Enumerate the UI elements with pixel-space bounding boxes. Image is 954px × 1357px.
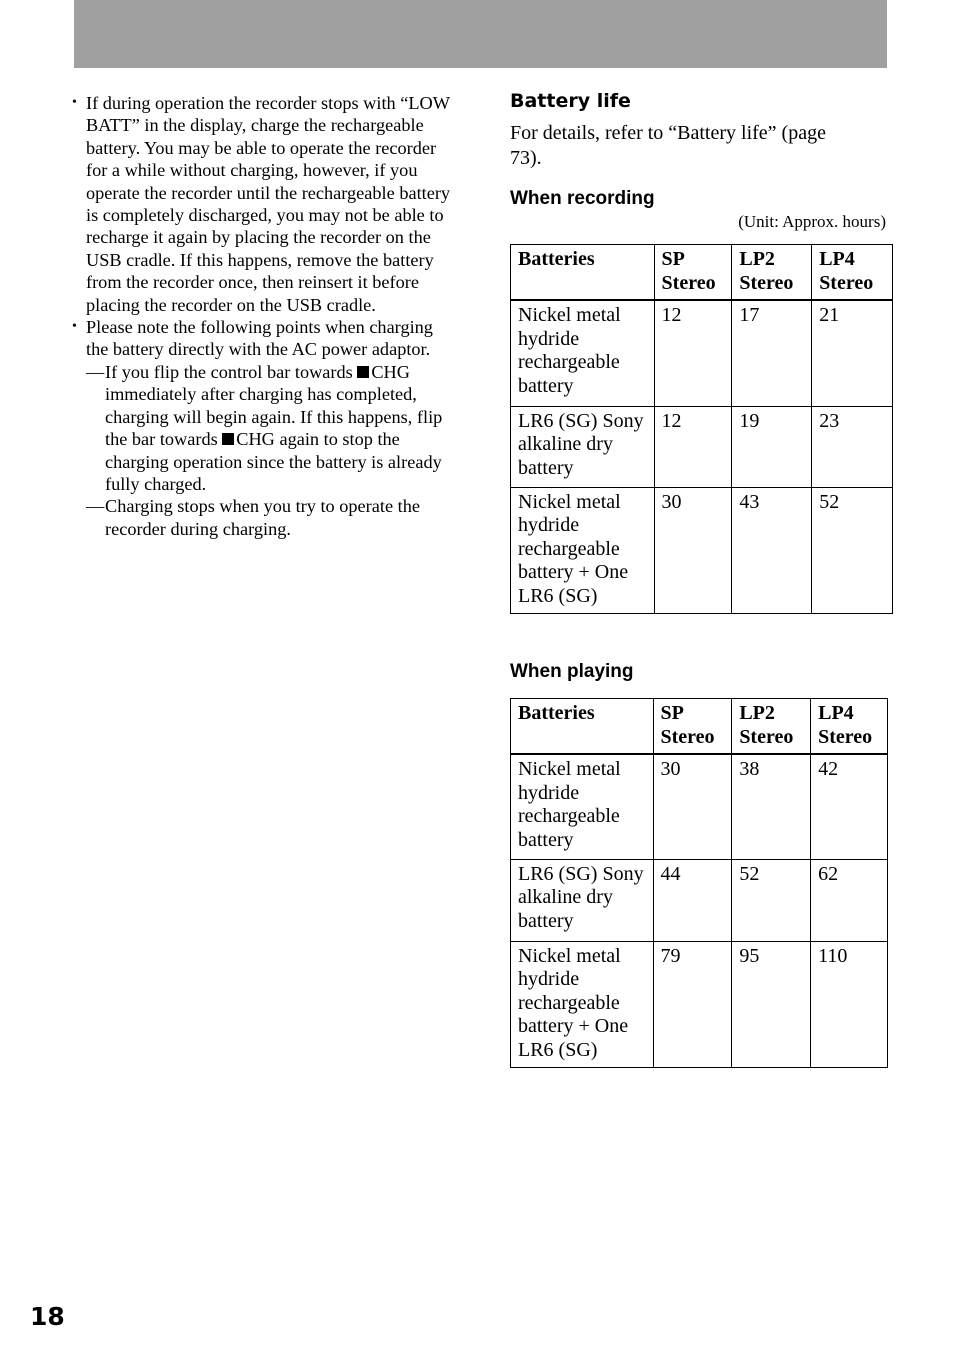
dash-mark: — — [86, 496, 105, 517]
hours-cell: 44 — [653, 859, 732, 941]
hours-cell: 43 — [732, 487, 812, 613]
header-cell: Batteries — [511, 699, 654, 755]
header-cell: SP Stereo — [654, 245, 732, 301]
battery-type-cell: Nickel metal hydride rechargeable battery + One LR6 (SG) — [511, 941, 654, 1067]
table-row — [511, 859, 888, 941]
hours-cell: 12 — [654, 406, 732, 487]
hours-cell: 79 — [653, 941, 732, 1067]
header-cell: Batteries — [511, 245, 655, 301]
hours-cell: 30 — [654, 487, 732, 613]
stop-square-icon — [222, 433, 234, 445]
page-number: 18 — [30, 1302, 65, 1331]
header-cell: SP Stereo — [653, 699, 732, 755]
hours-cell: 38 — [732, 754, 811, 859]
table-row — [511, 406, 893, 487]
note-bullet-low-batt — [72, 92, 452, 316]
bullet-dot: • — [72, 95, 77, 110]
hours-cell: 30 — [653, 754, 732, 859]
header-cell: LP2 Stereo — [732, 699, 811, 755]
table-row — [511, 941, 888, 1067]
hours-cell: 17 — [732, 300, 812, 406]
hours-cell: 95 — [732, 941, 811, 1067]
hours-cell: 12 — [654, 300, 732, 406]
table-row — [511, 487, 893, 613]
note-dash-chg — [72, 361, 452, 495]
header-cell: LP4 Stereo — [812, 245, 893, 301]
dash-mark: — — [86, 361, 105, 382]
note-text: Charging stops when you try to operate the recorder during charging. — [105, 496, 420, 539]
note-bullet-ac-adaptor — [72, 316, 452, 361]
hours-cell: 21 — [812, 300, 893, 406]
table-row — [511, 300, 893, 406]
note-text: If you flip the control bar towards — [105, 361, 358, 382]
note-dash-charging-stops — [72, 495, 452, 540]
battery-type-cell: Nickel metal hydride rechargeable battery — [511, 300, 655, 406]
hours-cell: 52 — [732, 859, 811, 941]
header-bar — [74, 0, 887, 68]
note-text: If during operation the recorder stops with “LOW BATT” in the display, charge the rechargeable battery. You may be able to operate the recorder for a while without charging, however, if you operate the recorder until the rechargeable battery is completely discharged, you may not be able to recharge it again by placing the recorder on the USB cradle. If this happens, remove the battery from the recorder once, then reinsert it before placing the recorder on the USB cradle. — [86, 93, 451, 315]
hours-cell: 110 — [811, 941, 888, 1067]
table-header-row — [511, 699, 888, 755]
table-row — [511, 754, 888, 859]
bullet-dot: • — [72, 319, 77, 335]
chg-label: CHG — [371, 361, 410, 382]
note-text: Please note the following points when charging the battery directly with the AC power adaptor. — [86, 317, 433, 360]
battery-type-cell: LR6 (SG) Sony alkaline dry battery — [511, 859, 654, 941]
header-cell: LP4 Stereo — [811, 699, 888, 755]
unit-note: (Unit: Approx. hours) — [738, 212, 886, 231]
hours-cell: 23 — [812, 406, 893, 487]
battery-type-cell: LR6 (SG) Sony alkaline dry battery — [511, 406, 655, 487]
hours-cell: 52 — [812, 487, 893, 613]
battery-type-cell: Nickel metal hydride rechargeable battery — [511, 754, 654, 859]
notes-column — [72, 92, 452, 540]
header-cell: LP2 Stereo — [732, 245, 812, 301]
battery-type-cell: Nickel metal hydride rechargeable battery + One LR6 (SG) — [511, 487, 655, 613]
stop-square-icon — [357, 366, 369, 378]
note-text: again to stop the charging operation since the battery is already fully charged. — [105, 429, 442, 494]
hours-cell: 42 — [811, 754, 888, 859]
recording-table — [510, 244, 893, 614]
section-title: Battery life — [510, 90, 631, 112]
hours-cell: 19 — [732, 406, 812, 487]
intro-text: For details, refer to “Battery life” (page 73). — [510, 122, 826, 169]
playing-table — [510, 698, 888, 1068]
recording-heading: When recording — [510, 188, 655, 209]
table-header-row — [511, 245, 893, 301]
note-text: immediately after charging has completed, charging will begin again. If this happens, flip the bar towards — [105, 384, 443, 450]
chg-label: CHG — [236, 429, 275, 450]
playing-heading: When playing — [510, 661, 634, 682]
hours-cell: 62 — [811, 859, 888, 941]
